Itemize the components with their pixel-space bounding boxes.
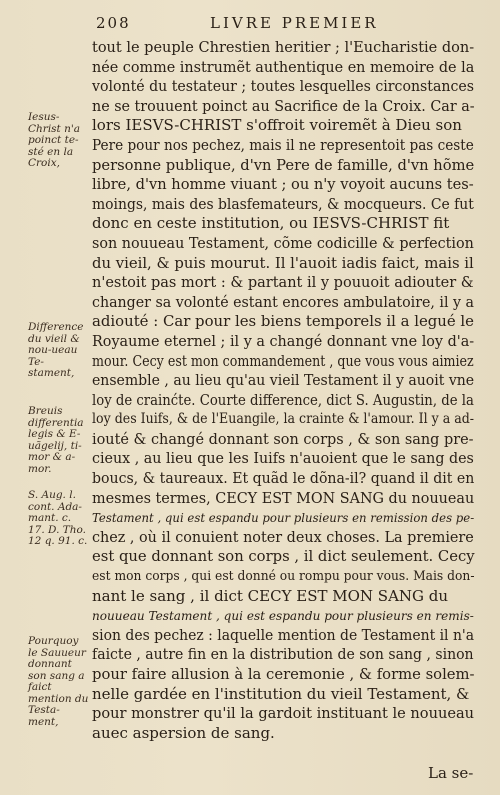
text-line: faicte , autre fin en la distribution de son sang , sinon: [92, 645, 474, 664]
text-line: chez , où il conuient noter deux choses. La premiere: [92, 527, 474, 546]
text-line: nelle gardée en l'institution du vieil Testament, &: [92, 684, 470, 703]
text-line: pour monstrer qu'il la gardoit instituant le nouueau: [92, 704, 475, 723]
page-number: 208: [96, 14, 131, 32]
main-text-block: [92, 38, 474, 743]
text-line: pour faire allusion à la ceremonie , & forme solem-: [92, 665, 475, 683]
text-line: auec aspersion de sang.: [92, 723, 275, 742]
text-line: sion des pechez : laquelle mention de Testament il n'a: [92, 625, 475, 644]
text-line: lors IESVS-CHRIST s'offroit voiremẽt à Dieu son: [92, 116, 462, 135]
text-line: loy des Iuifs, & de l'Euangile, la crainte & l'amour. Il y a ad-: [92, 411, 475, 428]
text-line: son nouueau Testament, cõme codicille & perfection: [92, 233, 474, 252]
text-line: loy de crainćte. Courte difference, dict S. Augustin, de la: [92, 390, 474, 409]
text-line: moings, mais des blasfemateurs, & mocqueurs. Ce fut: [92, 194, 474, 213]
text-line: est mon corps , qui est donné ou rompu pour vous. Mais don-: [92, 569, 475, 585]
text-line: Royaume eternel ; il y a changé donnant vne loy d'a-: [92, 331, 475, 350]
text-line: changer sa volonté estant encores ambulatoire, il y a: [92, 292, 475, 311]
text-line: iouté & changé donnant son corps , & son sang pre-: [92, 429, 474, 448]
marginal-note: Breuis differentia legis & E-uãgelij, ti-mor & a-mor.: [28, 405, 84, 475]
running-head: LIVRE PREMIER: [210, 14, 379, 32]
catchword: La se-: [428, 764, 474, 782]
text-line: Pere pour nos pechez, mais il ne representoit pas ceste: [92, 135, 474, 154]
text-line: adiouté : Car pour les biens temporels il a legué le: [92, 312, 474, 331]
text-line: tout le peuple Chrestien heritier ; l'Eucharistie don-: [92, 38, 475, 56]
marginal-note: Difference du vieil & nou-ueau Te-stament,: [28, 321, 84, 379]
marginal-note: Iesus-Christ n'a poinct te-sté en la Croix,: [28, 111, 81, 169]
text-line: ne se trouuent poinct au Sacrifice de la Croix. Car a-: [92, 96, 475, 115]
text-line: n'estoit pas mort : & partant il y pouuoit adiouter &: [92, 273, 474, 292]
text-line: Testament , qui est espandu pour plusieurs en remission des pe-: [92, 510, 475, 526]
text-line: nant le sang , il dict CECY EST MON SANG du: [92, 586, 449, 605]
text-line: libre, d'vn homme viuant ; ou n'y voyoit aucuns tes-: [92, 175, 474, 194]
text-line: cieux , au lieu que les Iuifs n'auoient que le sang des: [92, 449, 474, 468]
text-line: nouueau Testament , qui est espandu pour plusieurs en remis-: [92, 608, 474, 624]
text-line: mesmes termes, CECY EST MON SANG du nouueau: [92, 488, 475, 507]
marginal-note: S. Aug. l. cont. Ada-mant. c. 17. D. Tho. 12 q. 91. c.: [28, 489, 88, 547]
text-line: personne publique, d'vn Pere de famille, d'vn hõme: [92, 155, 475, 174]
text-line: boucs, & taureaux. Et quãd le dõna-il? quand il dit en: [92, 469, 475, 488]
text-line: mour. Cecy est mon commandement , que vous vous aimiez: [92, 351, 474, 370]
text-line: du vieil, & puis mourut. Il l'auoit iadis faict, mais il: [92, 253, 474, 272]
text-line: donc en ceste institution, ou IESVS-CHRIST fit: [92, 214, 450, 233]
marginal-note: Pourquoy le Sauueur donnant son sang a faict mention du Testa-ment,: [28, 635, 89, 728]
text-line: ensemble , au lieu qu'au vieil Testament il y auoit vne: [92, 371, 475, 390]
text-line: née comme instrumẽt authentique en memoire de la: [92, 57, 475, 76]
text-line: est que donnant son corps , il dict seulement. Cecy: [92, 547, 475, 566]
text-line: volonté du testateur ; toutes lesquelles circonstances: [92, 77, 474, 96]
